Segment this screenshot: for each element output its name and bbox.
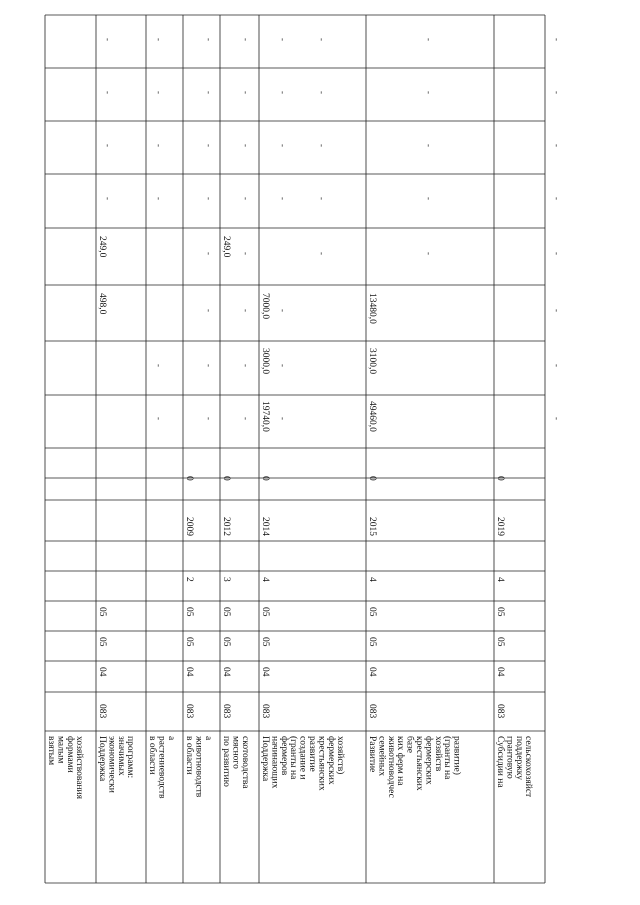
row-name-line: Развитие: [367, 736, 377, 773]
code-section: 04: [367, 667, 377, 677]
row-name-line: поддержку: [513, 736, 524, 780]
value-g: -: [278, 91, 288, 94]
code-sub1: 3: [221, 577, 231, 582]
value-e: -: [278, 197, 288, 200]
value-d: -: [204, 252, 214, 255]
code-target: 05: [495, 607, 505, 617]
code-ministry: 083: [495, 704, 505, 719]
row-name-line: экономически: [106, 736, 117, 793]
row-name-line: животноводств: [193, 736, 204, 798]
value-g: -: [154, 91, 164, 94]
row-name-line: фермерских: [423, 736, 434, 785]
row-name-line: Субсидии на: [495, 736, 505, 788]
value-h: -: [278, 38, 288, 41]
value-d: -: [552, 252, 562, 255]
row-name-line: Поддержка: [260, 736, 270, 782]
value-b: -: [241, 364, 251, 367]
value-h: -: [204, 38, 214, 41]
value-g: -: [204, 91, 214, 94]
value-a: 19740,0: [260, 401, 270, 432]
value-a: -: [154, 417, 164, 420]
row-name-line: животноводчес: [385, 736, 396, 798]
value-c: -: [552, 309, 562, 312]
code-subsection: 05: [367, 637, 377, 647]
row-name-line: по развитию: [221, 736, 231, 787]
code-target: 05: [97, 607, 107, 617]
value-g: -: [103, 91, 113, 94]
code-sub1: 2: [184, 577, 194, 582]
value-b: 3100,0: [367, 348, 377, 375]
row-name-line: семейных: [376, 736, 387, 777]
code-subsection: 05: [97, 637, 107, 647]
code-ministry: 083: [260, 704, 270, 719]
row-name-line: мясного: [230, 736, 241, 769]
code-target: 05: [260, 607, 270, 617]
value-f: -: [317, 144, 327, 147]
row-name-line: фермеров: [278, 736, 289, 776]
row-name-line: программ:: [125, 736, 136, 779]
value-f: -: [103, 144, 113, 147]
code-ministry: 083: [184, 704, 194, 719]
row-name-line: растениеводств: [156, 736, 167, 799]
row-name-line: хозяйств: [432, 736, 443, 772]
row-name-line: (гранты на: [442, 736, 453, 780]
code-target: 05: [367, 607, 377, 617]
value-f: -: [204, 144, 214, 147]
value-c: 7000,0: [260, 293, 270, 320]
value-c: 498,0: [97, 293, 107, 315]
value-a: -: [552, 417, 562, 420]
row-name-line: развитие: [307, 736, 317, 772]
value-c: -: [204, 309, 214, 312]
value-f: -: [552, 144, 562, 147]
value-b: -: [552, 364, 562, 367]
value-h: -: [317, 38, 327, 41]
row-name-line: сельскохозяйст: [523, 736, 534, 798]
code-zero: 0: [221, 476, 231, 481]
row-name-line: а: [202, 736, 213, 741]
row-name-line: хозяйств): [335, 736, 346, 775]
value-f: -: [424, 144, 434, 147]
row-name-line: хозяйствования: [74, 736, 85, 799]
row-name-line: крестьянских: [316, 736, 327, 791]
row-name-line: в области: [147, 736, 157, 775]
code-section: 04: [97, 667, 107, 677]
code-year: 2015: [367, 517, 377, 536]
value-b: -: [154, 364, 164, 367]
code-sub1: 4: [367, 577, 377, 582]
value-b: 3000,0: [260, 348, 270, 375]
row-name-line: крестьянских: [414, 736, 424, 791]
code-zero: 0: [367, 476, 377, 481]
value-c: -: [241, 309, 251, 312]
code-year: 2009: [184, 517, 194, 536]
row-name-line: грантовую: [504, 736, 515, 779]
value-e: -: [552, 197, 562, 200]
code-sub1: 4: [260, 577, 270, 582]
row-name-line: фермерских: [325, 736, 336, 785]
value-a: -: [278, 417, 288, 420]
code-year: 2014: [260, 517, 270, 536]
value-e: -: [317, 197, 327, 200]
value-d: 249,0: [221, 236, 231, 258]
value-c: 13480,0: [367, 293, 377, 324]
value-e: -: [204, 197, 214, 200]
value-d: -: [241, 252, 251, 255]
value-e: -: [241, 197, 251, 200]
row-name-line: Поддержка: [97, 736, 107, 782]
row-name-line: формами: [64, 736, 75, 773]
row-name-line: взятым: [46, 736, 56, 766]
code-year: 2019: [495, 517, 505, 536]
value-h: -: [241, 38, 251, 41]
code-zero: 0: [260, 476, 270, 481]
code-sub1: 4: [495, 577, 505, 582]
code-subsection: 05: [495, 637, 505, 647]
row-name-line: начинающих: [269, 736, 280, 789]
value-e: -: [424, 197, 434, 200]
value-f: -: [154, 144, 164, 147]
value-h: -: [103, 38, 113, 41]
value-a: -: [204, 417, 214, 420]
row-name-line: а: [165, 736, 176, 741]
value-d: -: [317, 252, 327, 255]
row-name-line: значимых: [115, 736, 126, 776]
value-e: -: [103, 197, 113, 200]
value-e: -: [154, 197, 164, 200]
value-b: -: [204, 364, 214, 367]
value-d: -: [424, 252, 434, 255]
value-g: -: [241, 91, 251, 94]
code-target: 05: [221, 607, 231, 617]
value-d: 249,0: [97, 236, 107, 258]
row-name-line: скотоводства: [239, 736, 250, 789]
row-name-line: ких ферм на: [395, 736, 406, 786]
value-h: -: [552, 38, 562, 41]
value-g: -: [424, 91, 434, 94]
code-zero: 0: [495, 476, 505, 481]
code-target: 05: [184, 607, 194, 617]
table-cells: [46, 38, 562, 800]
code-year: 2012: [221, 517, 231, 536]
row-name-line: малым: [55, 736, 66, 764]
row-name-line: (гранты на: [288, 736, 299, 780]
value-h: -: [424, 38, 434, 41]
value-a: -: [241, 417, 251, 420]
value-a: 49460,0: [367, 401, 377, 432]
code-ministry: 083: [221, 704, 231, 719]
value-f: -: [241, 144, 251, 147]
code-section: 04: [260, 667, 270, 677]
row-name-line: в области: [184, 736, 194, 775]
code-section: 04: [495, 667, 505, 677]
row-name-line: базе: [404, 736, 415, 754]
row-name-line: создание и: [297, 736, 308, 780]
code-section: 04: [221, 667, 231, 677]
row-name-line: развитие): [451, 736, 462, 775]
value-g: -: [317, 91, 327, 94]
code-subsection: 05: [260, 637, 270, 647]
value-h: -: [154, 38, 164, 41]
code-ministry: 083: [97, 704, 107, 719]
code-subsection: 05: [184, 637, 194, 647]
value-b: -: [278, 364, 288, 367]
code-zero: 0: [184, 476, 194, 481]
code-section: 04: [184, 667, 194, 677]
code-ministry: 083: [367, 704, 377, 719]
value-g: -: [552, 91, 562, 94]
value-c: -: [278, 309, 288, 312]
code-subsection: 05: [221, 637, 231, 647]
value-f: -: [278, 144, 288, 147]
